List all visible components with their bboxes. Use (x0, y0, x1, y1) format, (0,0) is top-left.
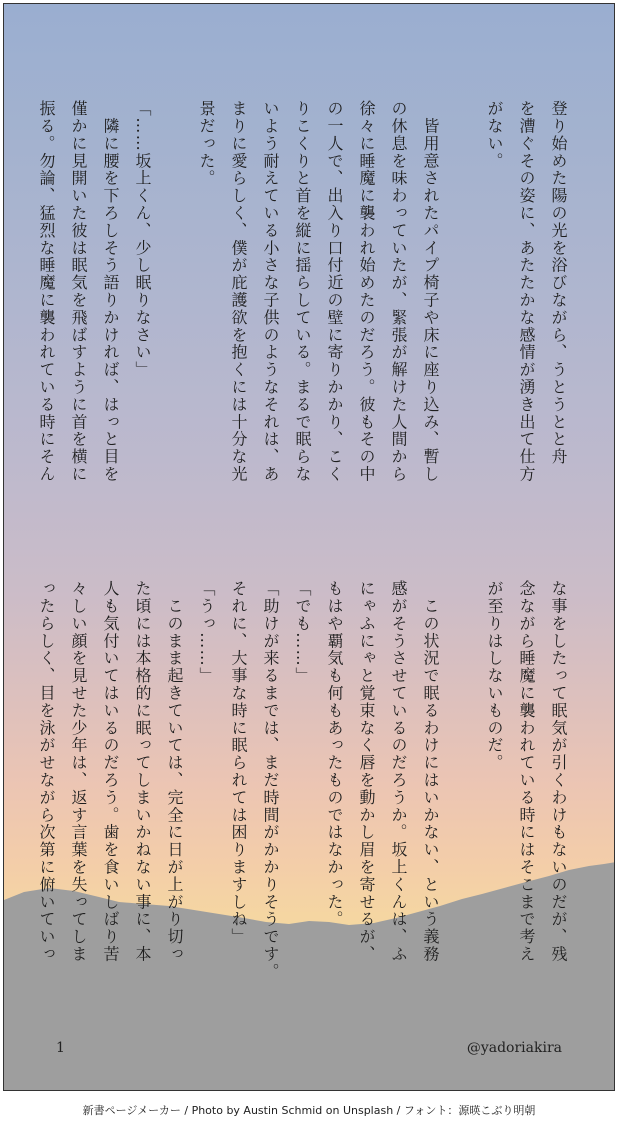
text-line: 隣に腰を下ろしそう語りかければ、はっと目を (101, 100, 120, 483)
text-line: それに、大事な時に眠られては困りますしね」 (229, 580, 248, 946)
text-line: の一人で、出入り口付近の壁に寄りかかり、こく (325, 100, 344, 483)
text-line: この状況で眠るわけにはいかない、という義務 (421, 580, 440, 963)
text-line (446, 580, 478, 1020)
text-line: 登り始めた陽の光を浴びながら、うとうとと舟 (549, 100, 568, 466)
text-line: 感がそうさせているのだろうか。坂上くんは、ふ (389, 580, 408, 963)
text-line: 僅かに見開いた彼は眠気を飛ばすように首を横に (69, 100, 88, 483)
text-line: りこくりと首を縦に揺らしている。まるで眠らな (293, 100, 312, 483)
text-line: の休息を味わっていたが、緊張が解けた人間から (389, 100, 408, 483)
text-line: 振る。勿論、猛烈な睡魔に襲われている時にそん (37, 100, 56, 483)
text-line: 「うっ……」 (197, 580, 216, 685)
text-line: 人も気付いてはいるのだろう。歯を食いしばり苦 (101, 580, 120, 963)
upper-text-block (30, 100, 574, 530)
text-line (158, 100, 190, 530)
lower-text-block (30, 580, 574, 1020)
text-line: 徐々に睡魔に襲われ始めたのだろう。彼もその中 (357, 100, 376, 483)
text-line: このまま起きていては、完全に日が上がり切っ (165, 580, 184, 963)
text-line: な事をしたって眠気が引くわけもないのだが、残 (549, 580, 568, 963)
text-line: がない。 (485, 100, 504, 170)
text-line: ったらしく、目を泳がせながら次第に俯いていっ (37, 580, 56, 963)
text-line: 皆用意されたパイプ椅子や床に座り込み、暫し (421, 100, 440, 483)
text-line: を漕ぐその姿に、あたたかな感情が湧き出て仕方 (517, 100, 536, 483)
author-handle: @yadoriakira (466, 1040, 562, 1056)
text-line: 「助けが来るまでは、まだ時間がかかりそうです。 (261, 580, 280, 981)
text-line: が至りはしないものだ。 (485, 580, 504, 772)
page-number: 1 (56, 1040, 65, 1056)
text-line: 景だった。 (197, 100, 216, 187)
text-line: た頃には本格的に眠ってしまいかねない事に、本 (133, 580, 152, 963)
text-line (446, 100, 478, 530)
text-line: にゃふにゃと覚束なく唇を動かし眉を寄せるが、 (357, 580, 376, 963)
credits-line: 新書ページメーカー / Photo by Austin Schmid on Unsplash / フォント：源暎こぶり明朝 (82, 1104, 536, 1117)
text-line: いよう耐えている小さな子供のようなそれは、あ (261, 100, 280, 483)
text-line: 々しい顔を見せた少年は、返す言葉を失ってしま (69, 580, 88, 963)
text-line: まりに愛らしく、僕が庇護欲を抱くには十分な光 (229, 100, 248, 483)
text-line: 念ながら睡魔に襲われている時にはそこまで考え (517, 580, 536, 963)
text-line: 「でも……」 (293, 580, 312, 685)
text-line: 「……坂上くん、少し眠りなさい」 (133, 100, 152, 379)
text-line: もはや覇気も何もあったものではなかった。 (325, 580, 344, 928)
novel-page (3, 3, 615, 1091)
